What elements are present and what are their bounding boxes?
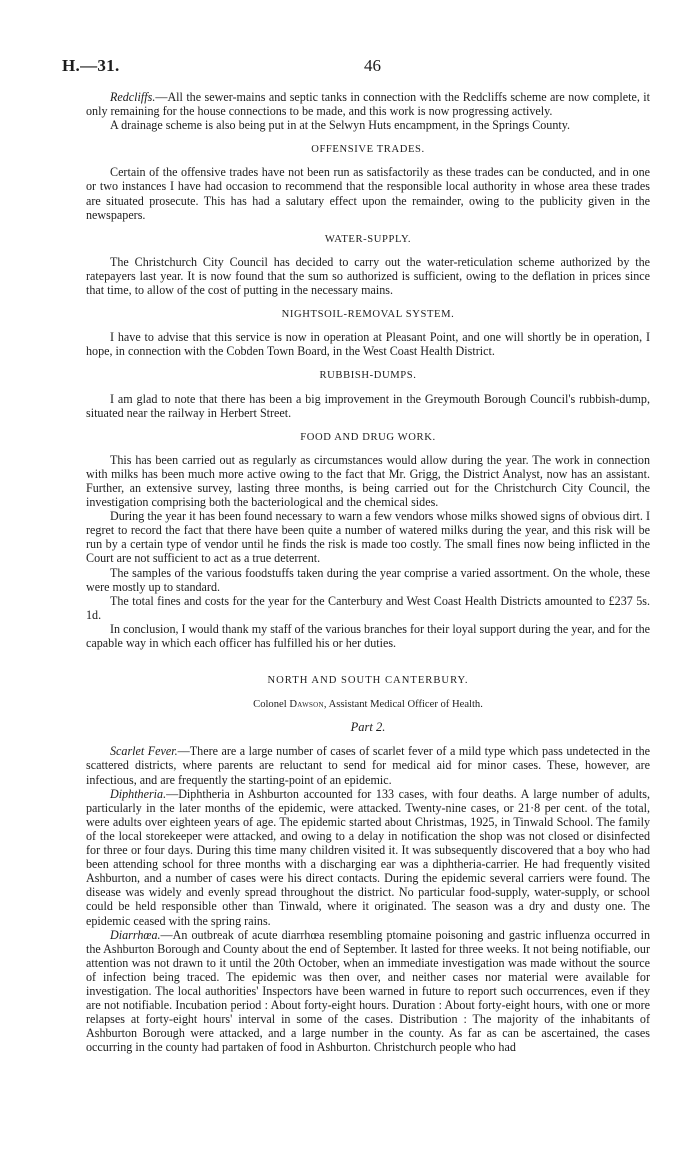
redcliffs-paragraph	[86, 90, 650, 118]
page-header	[62, 56, 652, 80]
run-in-heading: Diphtheria.	[110, 786, 167, 801]
food-drug-paragraph: The total fines and costs for the year for the Canterbury and West Coast Health Districts amounted to £237 5s. 1d.	[86, 593, 650, 622]
part-heading: Part 2.	[350, 720, 386, 735]
page-number: 46	[364, 56, 381, 75]
section-heading-north-south-canterbury: NORTH AND SOUTH CANTERBURY.	[267, 675, 469, 687]
body-text	[86, 90, 650, 1054]
section-heading-water-supply: WATER-SUPPLY.	[324, 233, 412, 245]
food-drug-paragraph: During the year it has been found necessary to warn a few vendors whose milks showed signs of obvious dirt. I regret to record the fact that there have been quite a number of watered milks during the year, and this risk will be run by a certain type of vendor until he finds the risk is made too costly. The small fines now being inflicted in the Court are not sufficient to act as a true deterrent.	[86, 509, 650, 566]
paragraph-text: —An outbreak of acute diarrhœa resembling ptomaine poisoning and gastric influenza occurred in the Ashburton Borough and County about the end of September. It lasted for three weeks. It not being notifiable, our attention was not drawn to it until the 20th October, when an immediate investigation was made without the source of infection being traced. The epidemic was then over, and neither cases nor material were available for investigation. The local authorities' Inspectors have been warned in future to report such occurrences, even if they are not notifiable. Incubation period : About forty-eight hours. Duration : About forty-eight hours, with one or more relapses at forty-eight hours' interval in some of the cases. Distribution : The majority of the inhabitants of Ashburton Borough were attacked, and a large number in the county. As far as can be ascertained, the cases occurring in the county had partaken of food in Ashburton. Christchurch people who had	[86, 927, 650, 1055]
diarrhoea-paragraph	[86, 928, 650, 1055]
paragraph-text: —Diphtheria in Ashburton accounted for 133 cases, with four deaths. A large number of adults, particularly in the later months of the epidemic, were attacked. Twenty-nine cases, or 21·8 per cent. of the total, were adults over eighteen years of age. The epidemic started about Christmas, 1925, in Tinwald School. The family of the local storekeeper were attacked, and owing to a delay in notification the shop was not closed or disinfected for three or four days. During this time many children visited it. It was subsequently discovered that a boy who had been attending school for three months with a discharging ear was a diphtheria-carrier. He had frequently visited Ashburton, and a number of cases were his direct contacts. During the epidemic several carriers were found. The disease was widely and evenly spread throughout the district. No particular food-supply, water-supply, or school could be held responsible other than Tinwald, where it originated. The season was a dry and dusty one. The epidemic ceased with the spring rains.	[86, 786, 650, 928]
water-supply-paragraph: The Christchurch City Council has decided to carry out the water-reticulation scheme authorized by the ratepayers last year. It is now found that the sum so authorized is sufficient, owing to the deflation in prices since that time, to allow of the cost of putting in the necessary mains.	[86, 254, 650, 298]
report-code: H.—31.	[62, 56, 120, 75]
offensive-trades-paragraph: Certain of the offensive trades have not been run as satisfactorily as these trades can be conducted, and in one or two instances I have had occasion to recommend that the responsible local authority in whose area these trades are situated prosecute. This has had a salutary effect upon the remainder, owing to the publicity given in the newspapers.	[86, 165, 650, 222]
byline-suffix: , Assistant Medical Officer of Health.	[323, 699, 483, 711]
section-heading-nightsoil: NIGHTSOIL-REMOVAL SYSTEM.	[281, 309, 455, 321]
officer-byline	[86, 698, 650, 712]
scarlet-fever-paragraph	[86, 744, 650, 786]
food-drug-paragraph: This has been carried out as regularly as circumstances would allow during the year. The work in connection with milks has been much more active owing to the fact that Mr. Grigg, the District Analyst, now has an assistant. Further, an extensive survey, lasting three months, is being carried out for the Christchurch City Council, the investigation comprising both the bacteriological and the chemical sides.	[86, 452, 650, 510]
run-in-heading: Diarrhœa.	[110, 927, 161, 942]
officer-name: Dawson	[289, 699, 324, 711]
section-heading-offensive-trades: OFFENSIVE TRADES.	[311, 144, 425, 156]
run-in-heading: Redcliffs.	[110, 90, 156, 104]
paragraph-text: —There are a large number of cases of scarlet fever of a mild type which pass undetected in the scattered districts, where parents are reluctant to send for medical aid for minor cases. These, however, are infectious, and are frequently the starting-point of an epidemic.	[86, 744, 650, 787]
section-heading-food-drug: FOOD AND DRUG WORK.	[300, 431, 436, 443]
selwyn-paragraph: A drainage scheme is also being put in at the Selwyn Huts encampment, in the Springs County.	[110, 118, 571, 133]
byline-prefix: Colonel	[253, 699, 290, 711]
nightsoil-paragraph: I have to advise that this service is now in operation at Pleasant Point, and one will shortly be in operation, I hope, in connection with the Cobden Town Board, in the West Coast Health District.	[86, 330, 650, 359]
food-drug-paragraph: In conclusion, I would thank my staff of the various branches for their loyal support during the year, and for the capable way in which each officer has fulfilled his or her duties.	[86, 621, 651, 650]
paragraph-text: —All the sewer-mains and septic tanks in connection with the Redcliffs scheme are now complete, it only remaining for the house connections to be made, and this work is now progressing actively.	[86, 90, 650, 119]
diphtheria-paragraph	[86, 787, 650, 928]
rubbish-dumps-paragraph: I am glad to note that there has been a big improvement in the Greymouth Borough Council's rubbish-dump, situated near the railway in Herbert Street.	[86, 391, 650, 420]
section-heading-rubbish-dumps: RUBBISH-DUMPS.	[319, 370, 417, 382]
run-in-heading: Scarlet Fever.	[110, 744, 178, 759]
food-drug-paragraph: The samples of the various foodstuffs taken during the year comprise a varied assortment. On the whole, these were mostly up to standard.	[86, 565, 650, 594]
